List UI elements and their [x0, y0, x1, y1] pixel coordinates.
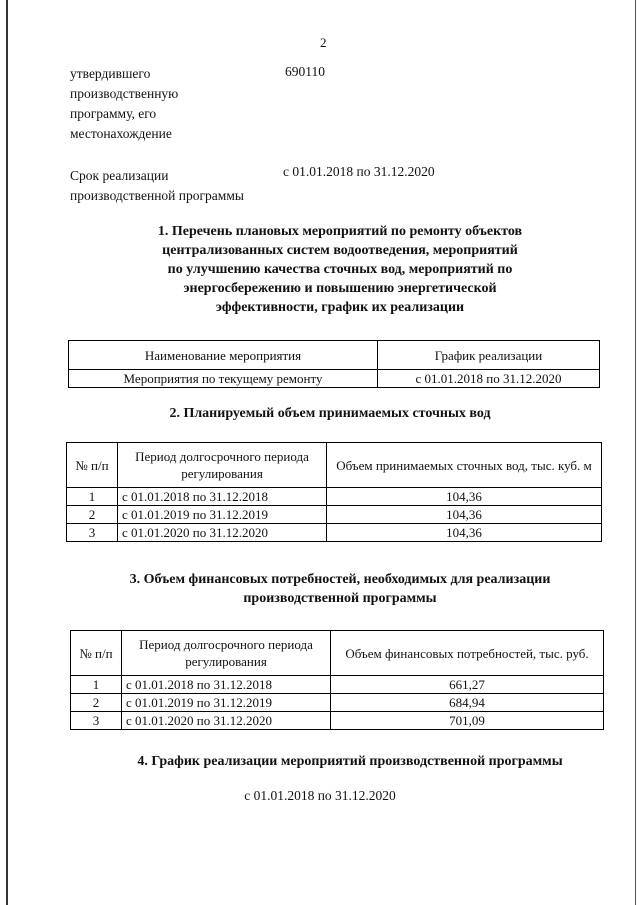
term-label: Срок реализации производственной программы	[70, 168, 244, 203]
section1-table	[68, 340, 600, 388]
table-cell: с 01.01.2018 по 31.12.2020	[378, 370, 600, 388]
scan-edge-left	[6, 0, 8, 905]
header-cell: Период долгосрочного периода регулирования	[118, 443, 327, 488]
table-header-row	[67, 443, 602, 488]
table-cell: с 01.01.2018 по 31.12.2018	[118, 488, 327, 506]
table-row	[67, 524, 602, 542]
table-cell: Мероприятия по текущему ремонту	[69, 370, 378, 388]
table-row	[67, 488, 602, 506]
table-cell: с 01.01.2019 по 31.12.2019	[118, 506, 327, 524]
table-cell: 2	[67, 506, 118, 524]
header-cell: № п/п	[67, 443, 118, 488]
table-cell: 3	[67, 524, 118, 542]
table-cell: с 01.01.2020 по 31.12.2020	[122, 712, 331, 730]
header-cell: Период долгосрочного периода регулирования	[122, 631, 331, 676]
header-cell: Объем финансовых потребностей, тыс. руб.	[331, 631, 604, 676]
table-cell: с 01.01.2018 по 31.12.2018	[122, 676, 331, 694]
table-cell: 684,94	[331, 694, 604, 712]
address-value: 690110	[285, 64, 325, 79]
table-cell: 104,36	[327, 488, 602, 506]
term-value: с 01.01.2018 по 31.12.2020	[283, 164, 435, 179]
table-cell: 1	[71, 676, 122, 694]
table-cell: с 01.01.2019 по 31.12.2019	[122, 694, 331, 712]
section2-title: 2. Планируемый объем принимаемых сточных вод	[169, 406, 491, 421]
table-row	[71, 676, 604, 694]
table-cell: 1	[67, 488, 118, 506]
section1-title: 1. Перечень плановых мероприятий по ремонту объектов централизованных систем водоотведения, мероприятий по улучшению качества сточных вод, мероприятий по энергосбережению и повышению энергетической эффективности, график их реализации	[157, 224, 523, 315]
address-label: утвердившего производственную программу, его местонахождение	[70, 66, 179, 141]
table-row	[69, 370, 600, 388]
table-row	[71, 694, 604, 712]
table-header-row	[69, 341, 600, 370]
section4-title: 4. График реализации мероприятий производственной программы	[137, 754, 563, 769]
table-cell: 104,36	[327, 506, 602, 524]
table-cell: 661,27	[331, 676, 604, 694]
table-row	[67, 506, 602, 524]
header-cell: График реализации	[378, 341, 600, 370]
table-cell: с 01.01.2020 по 31.12.2020	[118, 524, 327, 542]
section2-table	[66, 442, 602, 542]
header-cell: Объем принимаемых сточных вод, тыс. куб. м	[327, 443, 602, 488]
section4-period: с 01.01.2018 по 31.12.2020	[244, 788, 396, 803]
header-cell: Наименование мероприятия	[69, 341, 378, 370]
page-number: 2	[320, 35, 327, 50]
header-cell: № п/п	[71, 631, 122, 676]
table-cell: 701,09	[331, 712, 604, 730]
section3-title: 3. Объем финансовых потребностей, необходимых для реализации производственной программы	[129, 572, 551, 606]
section3-table	[70, 630, 604, 730]
table-row	[71, 712, 604, 730]
table-cell: 104,36	[327, 524, 602, 542]
table-cell: 3	[71, 712, 122, 730]
table-header-row	[71, 631, 604, 676]
table-cell: 2	[71, 694, 122, 712]
